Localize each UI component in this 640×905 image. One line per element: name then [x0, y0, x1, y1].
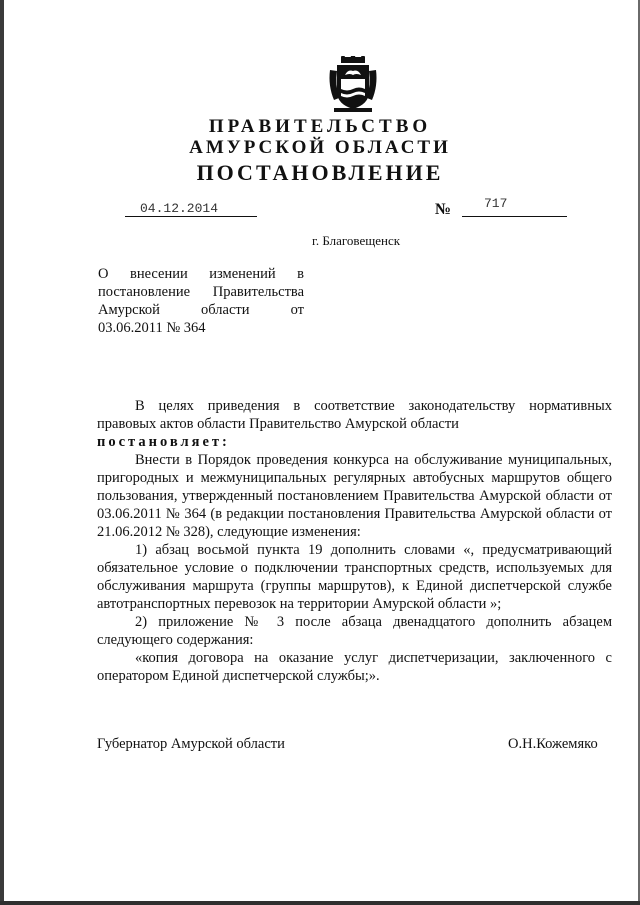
- preamble-paragraph: В целях приведения в соответствие законодательству нормативных правовых актов области Правительство Амурской области: [97, 398, 612, 432]
- body-paragraph: «копия договора на оказание услуг диспетчеризации, заключенного с оператором Единой диспетчерской службы;».: [97, 650, 612, 684]
- document-subject: [98, 265, 304, 337]
- coat-of-arms-emblem: [328, 56, 378, 114]
- government-title: ПРАВИТЕЛЬСТВО: [208, 116, 432, 137]
- body-paragraph: 2) приложение № 3 после абзаца двенадцатого дополнить абзацем следующего содержания:: [97, 614, 612, 648]
- document-body: [97, 397, 612, 685]
- number-underline: [462, 216, 567, 217]
- subject-line: О внесении изменений в: [98, 266, 304, 282]
- scan-edge-bottom: [0, 901, 640, 905]
- document-type-title: ПОСТАНОВЛЕНИЕ: [196, 160, 444, 185]
- body-paragraph: Внести в Порядок проведения конкурса на обслуживание муниципальных, пригородных и межмуниципальных регулярных автобусных маршрутов общего пользования, утвержденный постановлением Правительства Амурской области от 03.06.2011 № 364 (в редакции постановления Правительства Амурской области от 21.06.2012 № 328), следующие изменения:: [97, 452, 612, 540]
- subject-line: постановление Правительства: [98, 284, 304, 300]
- resolves-keyword: постановляет:: [97, 434, 230, 450]
- document-number: 717: [484, 196, 508, 211]
- number-sign: №: [435, 201, 452, 218]
- subject-line: Амурской области от: [98, 302, 304, 318]
- date-underline: [125, 216, 257, 217]
- region-title: АМУРСКОЙ ОБЛАСТИ: [189, 137, 451, 158]
- body-paragraph: 1) абзац восьмой пункта 19 дополнить словами «, предусматривающий обязательное условие о подключении транспортных средств, используемых для обслуживания маршрута (группы маршрутов), к Единой диспетчерской службе автотранспортных перевозок на территории Амурской области »;: [97, 542, 612, 612]
- city-name: г. Благовещенск: [312, 233, 401, 248]
- document-date: 04.12.2014: [140, 201, 219, 216]
- signatory-name: О.Н.Кожемяко: [508, 736, 598, 752]
- signatory-position: Губернатор Амурской области: [97, 736, 285, 752]
- subject-line: 03.06.2011 № 364: [98, 320, 206, 336]
